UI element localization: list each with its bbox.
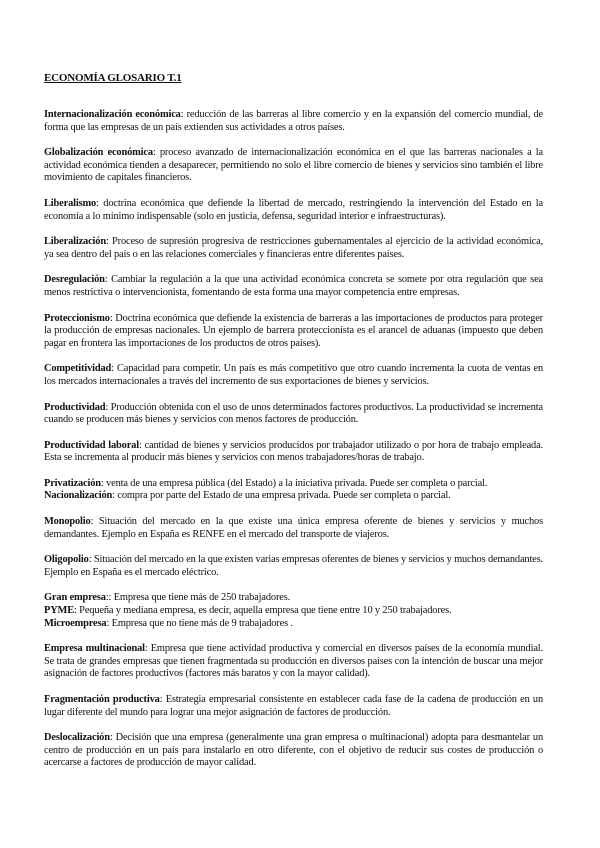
glossary-term: Nacionalización — [44, 490, 113, 502]
glossary-term: Gran empresa — [44, 592, 106, 604]
glossary-term: PYME — [44, 605, 74, 617]
glossary-term: Deslocalización — [44, 732, 110, 744]
glossary-entry — [44, 618, 543, 631]
glossary-definition: : venta de una empresa pública (del Estado) a la iniciativa privada. Puede ser completa o parcial. — [100, 477, 488, 489]
glossary-term: Empresa multinacional — [44, 643, 145, 655]
glossary-entry — [44, 198, 543, 223]
glossary-definition: : Situación del mercado en la que existen varias empresas oferentes de bienes y servicios y muchos demandantes. Ejemplo en España es el mercado eléctrico. — [44, 554, 543, 578]
glossary-definition: : Estrategia empresarial consistente en establecer cada fase de la cadena de producción en un lugar diferente del mundo para lograr una mejor asignación de factores de producción. — [44, 694, 544, 718]
glossary-term: Monopolio — [44, 516, 91, 528]
glossary-term: Oligopolio — [44, 554, 89, 566]
glossary-entry — [44, 694, 543, 719]
glossary-term: Liberalización — [44, 236, 106, 248]
glossary-term: Productividad — [44, 401, 106, 413]
glossary-entry — [44, 554, 543, 579]
glossary-entry — [44, 109, 543, 134]
glossary-entry — [44, 363, 543, 388]
glossary-term: Internacionalización económica — [44, 109, 181, 120]
glossary-term: Liberalismo — [44, 197, 97, 209]
glossary-definition: : doctrina económica que defiende la libertad de mercado, restringiendo la intervención del Estado en la economía a lo mínimo indispensable (solo en justicia, defensa, seguridad interior e infraestructuras). — [44, 197, 543, 222]
glossary-entry — [44, 490, 543, 503]
glossary-definition: :: Empresa que tiene más de 250 trabajadores. — [105, 592, 291, 604]
glossary-entry — [44, 516, 543, 541]
glossary-term: Productividad laboral — [44, 439, 139, 451]
glossary-entry — [44, 478, 543, 491]
glossary-entry — [44, 592, 543, 605]
glossary-entry — [44, 732, 543, 770]
glossary-group-ownership — [44, 478, 543, 503]
glossary-term: Proteccionismo — [44, 312, 110, 324]
glossary-definition: : Decisión que una empresa (generalmente una gran empresa o multinacional) adopta para desmantelar un centro de producción en un país para instalarlo en otro diferente, con el objetivo de reducir sus costes de producción o acercarse a factores de producción de mayor calidad. — [44, 732, 543, 769]
glossary-definition: : reducción de las barreras al libre comercio y en la expansión del comercio mundial, de forma que las empresas de un país extienden sus actividades a otros países. — [44, 109, 543, 133]
glossary-definition: : Doctrina económica que defiende la existencia de barreras a las importaciones de productos para proteger la producción de empresas nacionales. Un ejemplo de barrera proteccionista es el arancel de aduanas (impuesto que deben pagar en frontera las importaciones de los productos de otros países). — [44, 312, 543, 349]
glossary-entry — [44, 274, 543, 299]
glossary-entry — [44, 605, 543, 618]
glossary-entry — [44, 313, 543, 351]
glossary-definition: : Producción obtenida con el uso de unos determinados factores productivos. La productividad se incrementa cuando se producen más bienes y servicios con menos factores de producción. — [44, 401, 543, 426]
glossary-entry — [44, 440, 543, 465]
glossary-term: Desregulación — [44, 274, 105, 286]
glossary-definition: : Proceso de supresión progresiva de restricciones gubernamentales al ejercicio de la actividad económica, ya sea dentro del país o en las relaciones comerciales y financieras entre diferentes países. — [44, 236, 543, 260]
glossary-definition: : Pequeña y mediana empresa, es decir, aquella empresa que tiene entre 10 y 250 trabajadores. — [74, 605, 452, 617]
glossary-definition: : compra por parte del Estado de una empresa privada. Puede ser completa o parcial. — [112, 490, 451, 502]
glossary-definition: : Cambiar la regulación a la que una actividad económica concreta se somete por otra regulación que sea menos restrictiva o intervencionista, fomentando de esta forma una mayor competencia entre empresas. — [44, 274, 543, 298]
glossary-group-company-size — [44, 592, 543, 630]
glossary-definition: : Capacidad para competir. Un país es más competitivo que otro cuando incrementa la cuota de ventas en los mercados internacionales a través del incremento de sus exportaciones de bienes y servicios. — [44, 363, 543, 387]
glossary-entry — [44, 147, 543, 185]
glossary-definition: : Empresa que tiene actividad productiva y comercial en diversos países de la economía mundial. Se trata de grandes empresas que tienen fragmentada su producción en diversos países con la intención de buscar una mejor asignación de factores productivos (factores más baratos y con la mayor calidad). — [44, 643, 543, 680]
glossary-entry — [44, 402, 543, 427]
glossary-entry — [44, 236, 543, 261]
glossary-term: Competitividad — [44, 363, 112, 375]
glossary-definition: : cantidad de bienes y servicios producidos por trabajador utilizado o por hora de trabajo empleada. Esta se incrementa al producir más bienes y servicios con menos trabajadores/horas de trabajo. — [44, 439, 543, 464]
document-title: ECONOMÍA GLOSARIO T.1 — [44, 72, 182, 84]
glossary-term: Privatización — [44, 477, 101, 489]
glossary-term: Fragmentación productiva — [44, 694, 160, 705]
glossary-term: Globalización económica — [44, 147, 153, 159]
glossary-term: Microempresa — [44, 617, 107, 629]
glossary-definition: : proceso avanzado de internacionalización económica en el que las barreras nacionales a la actividad económica tienden a desaparecer, permitiendo no solo el libre comercio de bienes y servicios sino también el libre movimiento de capitales financieros. — [44, 147, 543, 184]
glossary-definition: : Situación del mercado en la que existe una única empresa oferente de bienes y servicios y muchos demandantes. Ejemplo en España es RENFE en el mercado del transporte de viajeros. — [44, 516, 543, 540]
glossary-definition: : Empresa que no tiene más de 9 trabajadores . — [106, 617, 293, 629]
glossary-entry — [44, 643, 543, 681]
